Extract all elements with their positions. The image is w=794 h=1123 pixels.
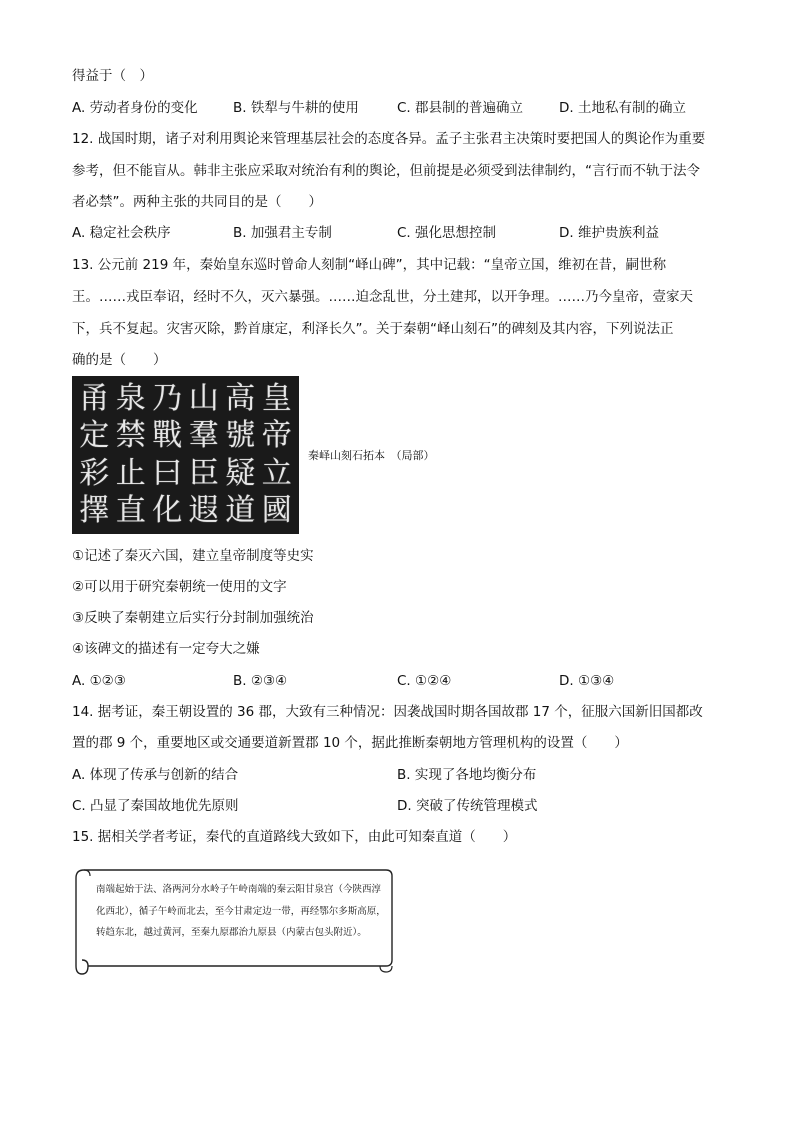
q13-option-a[interactable]: A. ①②③ [72,673,126,689]
rubbing-glyph: 擇 [79,493,110,529]
rubbing-glyph: 羣 [188,418,219,454]
rubbing-glyph: 甬 [79,380,110,416]
q13-statement-1: ①记述了秦灭六国，建立皇帝制度等史实 [72,548,314,564]
rubbing-glyph: 戰 [152,418,183,454]
stele-rubbing-image [72,376,299,534]
q11-option-b[interactable]: B. 铁犁与牛耕的使用 [233,100,359,116]
rubbing-glyph: 立 [261,455,292,491]
q12-stem-line2: 参考，但不能盲从。韩非主张应采取对统治有利的舆论，但前提是必须受到法律制约，“言行而不轨于法令 [72,163,700,179]
rubbing-glyph: 泉 [115,380,146,416]
rubbing-glyph: 號 [225,418,256,454]
q13-statement-2: ②可以用于研究秦朝统一使用的文字 [72,579,287,595]
rubbing-glyph: 止 [115,455,146,491]
rubbing-glyph: 曰 [152,455,183,491]
rubbing-glyph: 乃 [152,380,183,416]
rubbing-glyph: 疑 [225,455,256,491]
q14-option-d[interactable]: D. 突破了传统管理模式 [397,798,538,814]
rubbing-glyph: 高 [225,380,256,416]
q14-option-c[interactable]: C. 凸显了秦国故地优先原则 [72,798,239,814]
rubbing-glyph: 山 [188,380,219,416]
rubbing-glyph: 國 [261,493,292,529]
q11-option-a[interactable]: A. 劳动者身份的变化 [72,100,198,116]
rubbing-glyph: 遐 [188,493,219,529]
rubbing-glyph: 直 [115,493,146,529]
rubbing-glyph: 臣 [188,455,219,491]
q15-stem: 15. 据相关学者考证，秦代的直道路线大致如下，由此可知秦直道（ ） [72,829,517,845]
q13-stem-line1: 13. 公元前 219 年，秦始皇东巡时曾命人刻制“峄山碑”，其中记载：“皇帝立国，维初在昔，嗣世称 [72,257,667,273]
rubbing-glyph: 道 [225,493,256,529]
q11-option-d[interactable]: D. 土地私有制的确立 [559,100,686,116]
q12-option-d[interactable]: D. 维护贵族利益 [559,225,659,241]
q13-option-d[interactable]: D. ①③④ [559,673,615,689]
q13-statement-4: ④该碑文的描述有一定夸大之嫌 [72,641,260,657]
rubbing-glyph: 帝 [261,418,292,454]
q14-stem-line2: 置的郡 9 个，重要地区或交通要道新置郡 10 个，据此推断秦朝地方管理机构的设置（ ） [72,735,628,751]
q13-stem-line2: 王。……戎臣奉诏，经时不久，灭六暴强。……迫念乱世，分土建邦，以开争理。……乃今皇帝，壹家天 [72,289,693,305]
q11-stem-tail: 得益于（ ） [72,68,153,84]
rubbing-glyph: 皇 [261,380,292,416]
rubbing-glyph: 定 [79,418,110,454]
q13-option-b[interactable]: B. ②③④ [233,673,288,689]
q14-option-a[interactable]: A. 体现了传承与创新的结合 [72,767,239,783]
rubbing-caption: 秦峄山刻石拓本 （局部） [308,449,435,462]
q13-statement-3: ③反映了秦朝建立后实行分封制加强统治 [72,610,314,626]
rubbing-glyph: 化 [152,493,183,529]
q12-option-c[interactable]: C. 强化思想控制 [397,225,497,241]
q14-option-b[interactable]: B. 实现了各地均衡分布 [397,767,537,783]
q12-option-a[interactable]: A. 稳定社会秩序 [72,225,171,241]
q12-stem-line3: 者必禁”。两种主张的共同目的是（ ） [72,194,322,210]
q14-stem-line1: 14. 据考证，秦王朝设置的 36 郡，大致有三种情况：因袭战国时期各国故郡 17 个，征服六国新旧国都改 [72,704,703,720]
q13-stem-line4: 确的是（ ） [72,352,167,368]
rubbing-glyph: 彩 [79,455,110,491]
q12-stem-line1: 12. 战国时期，诸子对利用舆论来管理基层社会的态度各异。孟子主张君主决策时要把国人的舆论作为重要 [72,131,706,147]
zhidao-route-text: 南端起始于法、洛两河分水岭子午岭南端的秦云阳甘泉宫（今陕西淳化西北），循子午岭而北去，至今甘肃定边一带，再经鄂尔多斯高原，转趋东北，越过黄河，至秦九原郡治九原县（内蒙古包头附近）。 [96,884,386,938]
q11-option-c[interactable]: C. 郡县制的普遍确立 [397,100,524,116]
q13-option-c[interactable]: C. ①②④ [397,673,452,689]
rubbing-glyph: 禁 [115,418,146,454]
q12-option-b[interactable]: B. 加强君主专制 [233,225,332,241]
q13-stem-line3: 下，兵不复起。灾害灭除，黔首康定，利泽长久”。关于秦朝“峄山刻石”的碑刻及其内容，下列说法正 [72,321,674,337]
